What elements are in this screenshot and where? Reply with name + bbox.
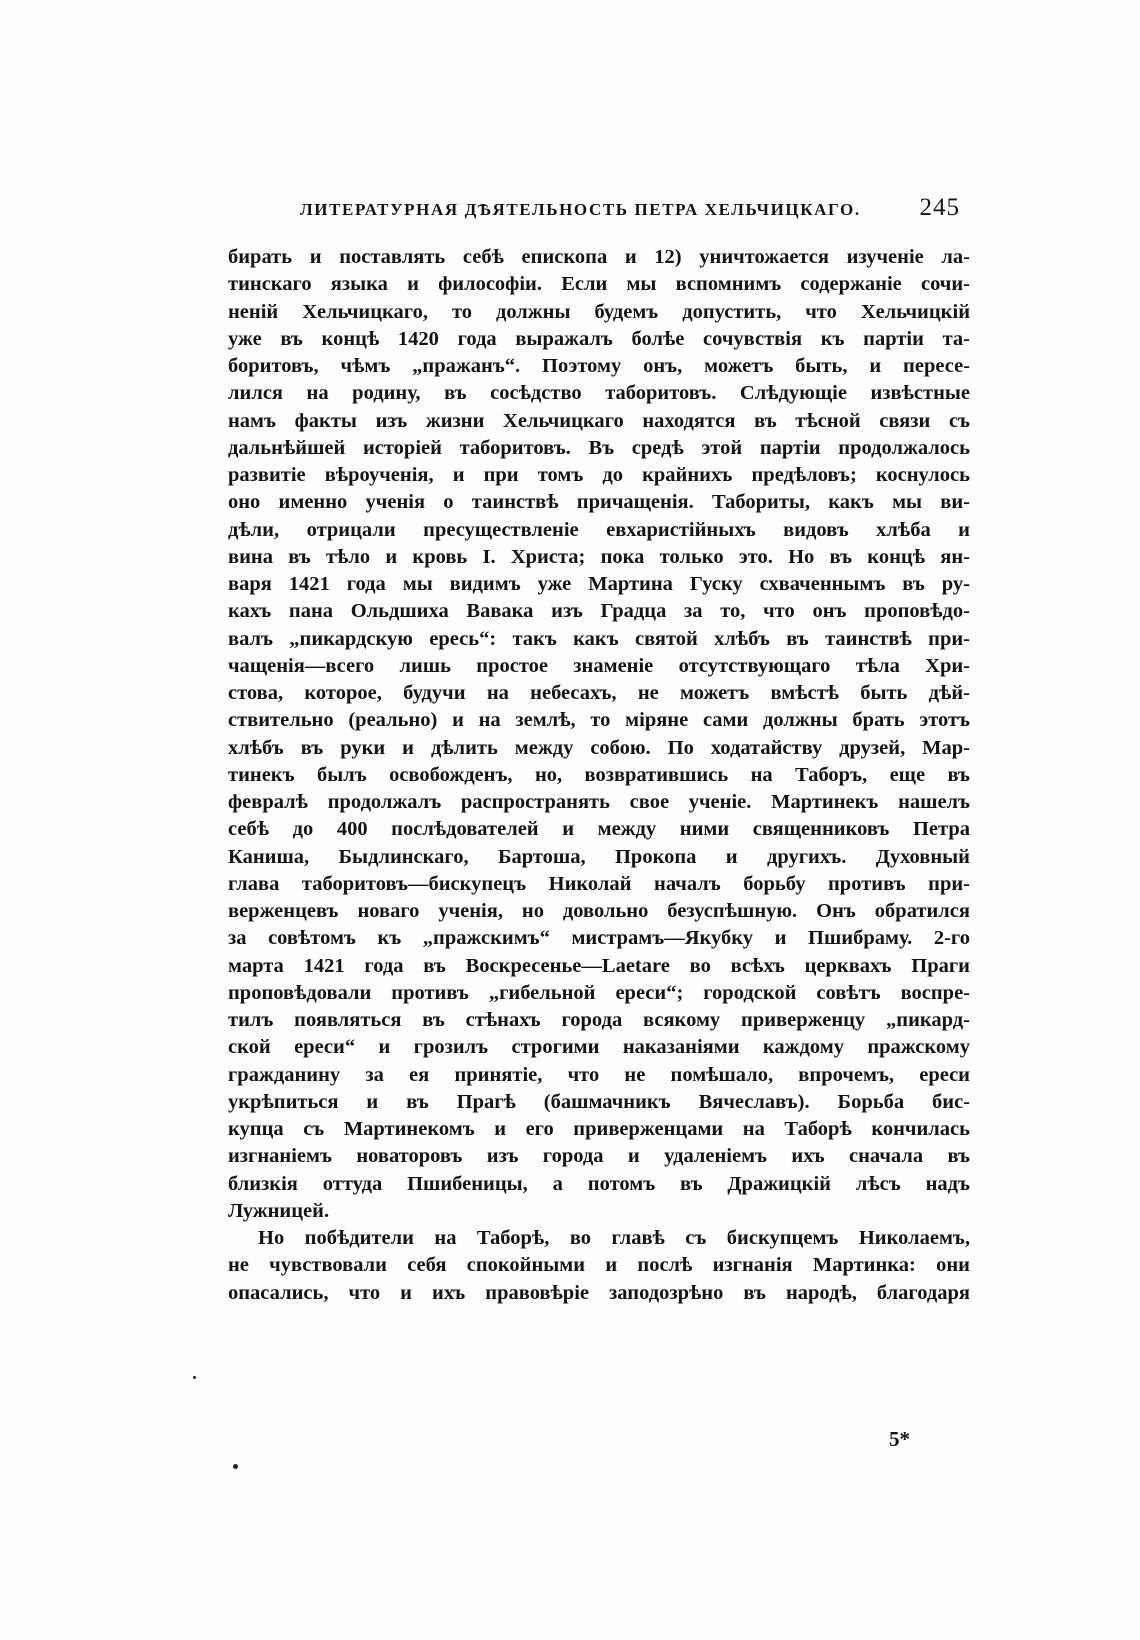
- text-line: марта 1421 года въ Воскресенье—Laetare во всѣхъ церквахъ Праги: [228, 954, 970, 977]
- text-line: намъ факты изъ жизни Хельчицкаго находятся въ тѣсной связи съ: [228, 409, 970, 432]
- text-line: верженцевъ новаго ученія, но довольно безуспѣшную. Онъ обратился: [228, 900, 970, 922]
- text-line: дальнѣйшей исторіей таборитовъ. Въ средѣ этой партіи продолжалось: [228, 436, 970, 459]
- text-line: укрѣпиться и въ Прагѣ (башмачникъ Вячеславъ). Борьба бис-: [228, 1090, 970, 1113]
- text-line: изгнаніемъ новаторовъ изъ города и удаленіемъ ихъ сначала въ: [228, 1145, 970, 1168]
- print-speck: [193, 1376, 196, 1379]
- text-line: тинскаго языка и философіи. Если мы вспомнимъ содержаніе сочи-: [228, 273, 970, 296]
- signature-mark: 5*: [889, 1427, 910, 1451]
- text-line: вина въ тѣло и кровь І. Христа; пока только это. Но въ концѣ ян-: [228, 545, 970, 568]
- text-line: валъ „пикардскую ересь“: такъ какъ святой хлѣбъ въ таинствѣ при-: [228, 627, 970, 650]
- text-line: тинекъ былъ освобожденъ, но, возвратившись на Таборъ, еще въ: [228, 763, 970, 786]
- text-line: купца съ Мартинекомъ и его приверженцами на Таборѣ кончилась: [228, 1118, 970, 1140]
- text-line: гражданину за ея принятіе, что не помѣшало, впрочемъ, ереси: [228, 1063, 970, 1086]
- paragraph-start-line: Но побѣдители на Таборѣ, во главѣ съ бискупцемъ Николаемъ,: [258, 1227, 970, 1249]
- text-line: неній Хельчицкаго, то должны будемъ допустить, что Хельчицкій: [228, 300, 970, 323]
- text-line: кахъ пана Ольдшиха Вавака изъ Градца за то, что онъ проповѣдо-: [228, 600, 970, 623]
- text-line: уже въ концѣ 1420 года выражалъ болѣе сочувствія къ партіи та-: [228, 327, 970, 350]
- text-line: лился на родину, въ сосѣдство таборитовъ. Слѣдующіе извѣстные: [228, 382, 970, 405]
- text-line: развитіе вѣроученія, и при томъ до крайнихъ предѣловъ; коснулось: [228, 464, 970, 486]
- text-line: стова, которое, будучи на небесахъ, не можетъ вмѣстѣ быть дѣй-: [228, 682, 970, 704]
- text-line: ствительно (реально) и на землѣ, то міряне сами должны брать этотъ: [228, 709, 970, 732]
- text-line: февралѣ продолжалъ распространять свое ученіе. Мартинекъ нашелъ: [228, 791, 970, 813]
- text-line: варя 1421 года мы видимъ уже Мартина Гуску схваченнымъ въ ру-: [228, 573, 970, 595]
- text-line: близкія оттуда Пшибеницы, а потомъ въ Дражицкій лѣсъ надъ: [228, 1172, 970, 1195]
- body-text: [228, 244, 970, 1307]
- text-line: не чувствовали себя спокойными и послѣ изгнанія Мартинка: они: [228, 1254, 970, 1277]
- text-line: за совѣтомъ къ „пражскимъ“ мистрамъ—Якубку и Пшибраму. 2-го: [228, 927, 970, 950]
- text-line: хлѣбъ въ руки и дѣлить между собою. По ходатайству друзей, Мар-: [228, 736, 970, 759]
- text-line: ской ереси“ и грозилъ строгими наказаніями каждому пражскому: [228, 1036, 970, 1059]
- text-line: боритовъ, чѣмъ „пражанъ“. Поэтому онъ, можетъ быть, и пересе-: [228, 355, 970, 377]
- text-line: опасались, что и ихъ правовѣріе заподозрѣно въ народѣ, благодаря: [228, 1281, 970, 1304]
- running-title: ЛИТЕРАТУРНАЯ ДѢЯТЕЛЬНОСТЬ ПЕТРА ХЕЛЬЧИЦКАГО.: [300, 200, 861, 219]
- text-line: тилъ появляться въ стѣнахъ города всякому приверженцу „пикард-: [228, 1009, 970, 1031]
- page-header: [300, 196, 960, 228]
- text-line: оно именно ученія о таинствѣ причащенія. Табориты, какъ мы ви-: [228, 491, 970, 514]
- text-line: глава таборитовъ—бискупецъ Николай началъ борьбу противъ при-: [228, 872, 970, 895]
- page-number: 245: [919, 194, 960, 221]
- paragraph-end-line: Лужницей.: [228, 1199, 330, 1222]
- print-speck: [233, 1464, 238, 1469]
- text-line: проповѣдовали противъ „гибельной ереси“; городской совѣтъ воспре-: [228, 981, 970, 1004]
- text-line: Каниша, Быдлинскаго, Бартоша, Прокопа и другихъ. Духовный: [228, 845, 970, 868]
- text-line: себѣ до 400 послѣдователей и между ними священниковъ Петра: [228, 818, 970, 841]
- text-line: чащенія—всего лишь простое знаменіе отсутствующаго тѣла Хри-: [228, 654, 970, 677]
- text-line: дѣли, отрицали пресуществленіе евхаристійныхъ видовъ хлѣба и: [228, 518, 970, 541]
- text-line: бирать и поставлять себѣ епископа и 12) уничтожается изученіе ла-: [228, 246, 970, 268]
